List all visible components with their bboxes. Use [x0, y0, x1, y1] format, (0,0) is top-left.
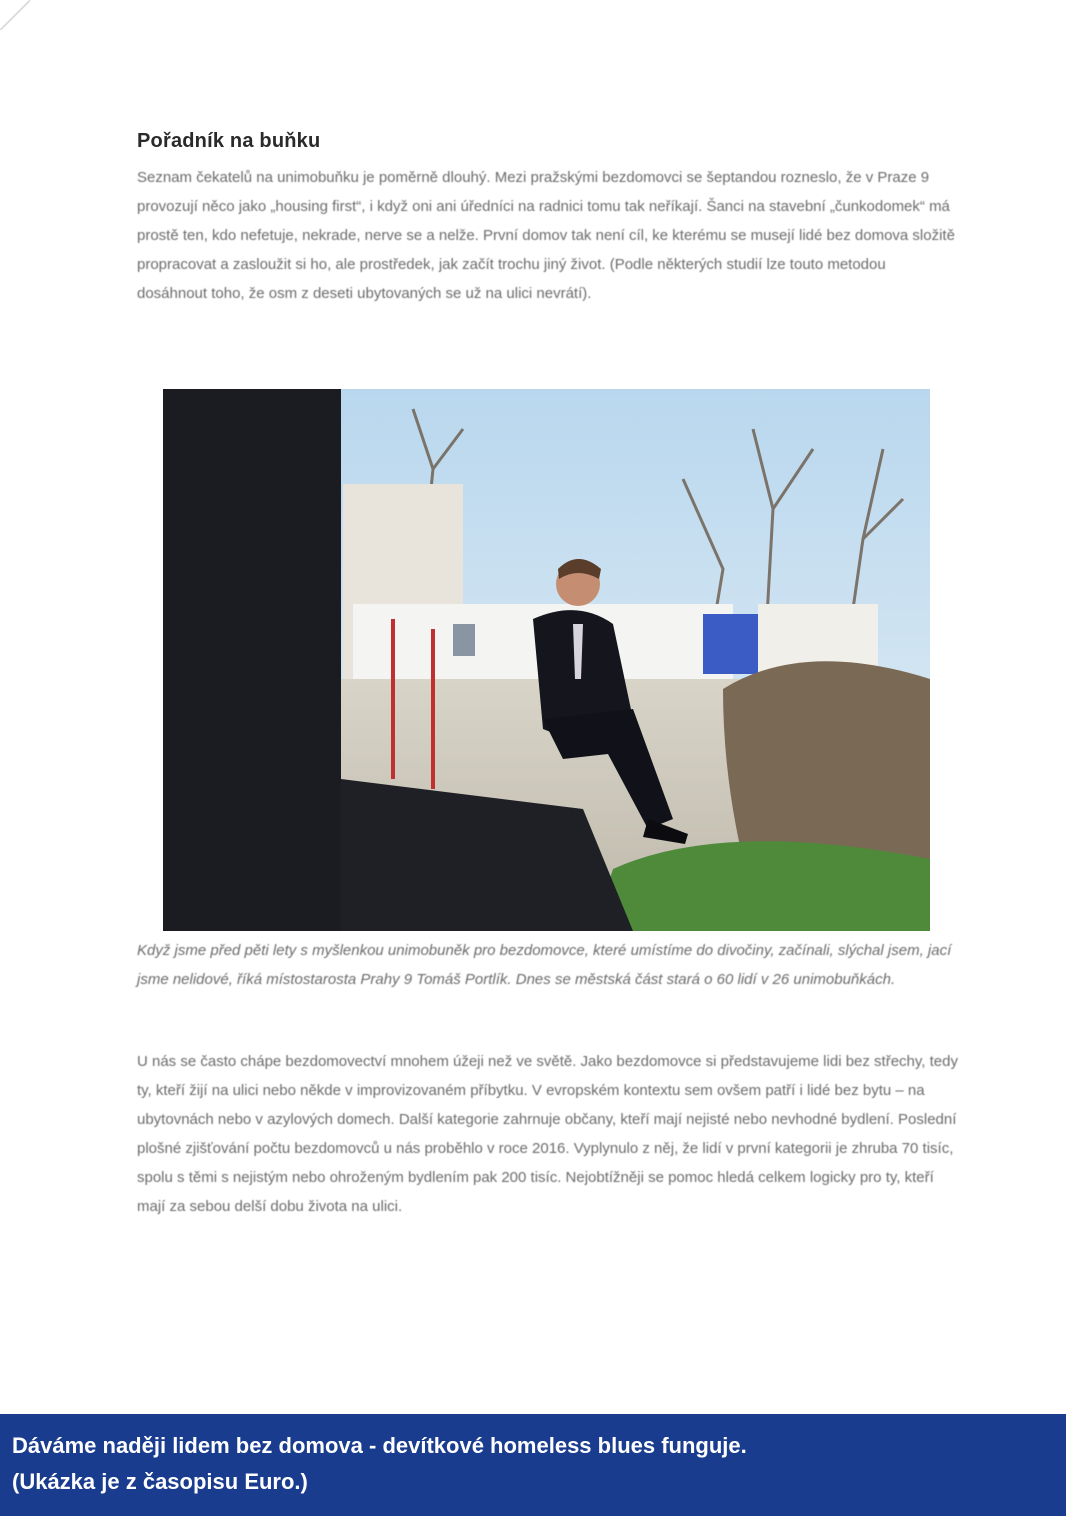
article-paragraph-body: U nás se často chápe bezdomovectví mnohem úžeji než ve světě. Jako bezdomovce si představujeme lidi bez střechy, tedy ty, kteří žijí na ulici nebo někde v improvizovaném příbytku. V evropském kontextu sem ovšem patří i lidé bez bytu – na ubytovnách nebo v azylových domech. Další kategorie zahrnuje občany, kteří mají nejisté nebo nevhodné bydlení. Poslední plošné zjišťování počtu bezdomovců u nás proběhlo v roce 2016. Vyplynulo z něj, že lidí v první kategorii je zhruba 70 tisíc, spolu s těmi s nejistým nebo ohroženým bydlením pak 200 tisíc. Nejobtížněji se pomoc hledá celkem logicky pro ty, kteří mají za sebou delší dobu života na ulici. [137, 1053, 958, 1215]
bottom-banner [0, 1414, 1066, 1516]
article-photo [163, 389, 930, 931]
photo-illustration [163, 389, 930, 931]
article-paragraph-intro: Seznam čekatelů na unimobuňku je poměrně dlouhý. Mezi pražskými bezdomovci se šeptandou rozneslo, že v Praze 9 provozují něco jako „housing first“, i když oni ani úředníci na radnici tomu tak neříkají. Šanci na stavební „čunkodomek“ má prostě ten, kdo nefetuje, nekrade, nerve se a nelže. První domov tak není cíl, ke kterému se musejí lidé bez domova složitě propracovat a zasloužit si ho, ale prostředek, jak začít trochu jiný život. (Podle některých studií lze touto metodou dosáhnout toho, že osm z deseti ubytovaných se už na ulici nevrátí). [137, 169, 955, 302]
banner-source-note: (Ukázka je z časopisu Euro.) [12, 1469, 308, 1494]
banner-title: Dáváme naději lidem bez domova - devítkové homeless blues funguje. [12, 1433, 747, 1458]
photo-caption: Když jsme před pěti lety s myšlenkou unimobuněk pro bezdomovce, které umístíme do divočiny, začínali, slýchal jsem, jací jsme nelidové, říká místostarosta Prahy 9 Tomáš Portlík. Dnes se městská část stará o 60 lidí v 26 unimobuňkách. [137, 942, 952, 988]
article-heading: Pořadník na buňku [137, 130, 321, 152]
page-corner-fold [0, 0, 30, 30]
